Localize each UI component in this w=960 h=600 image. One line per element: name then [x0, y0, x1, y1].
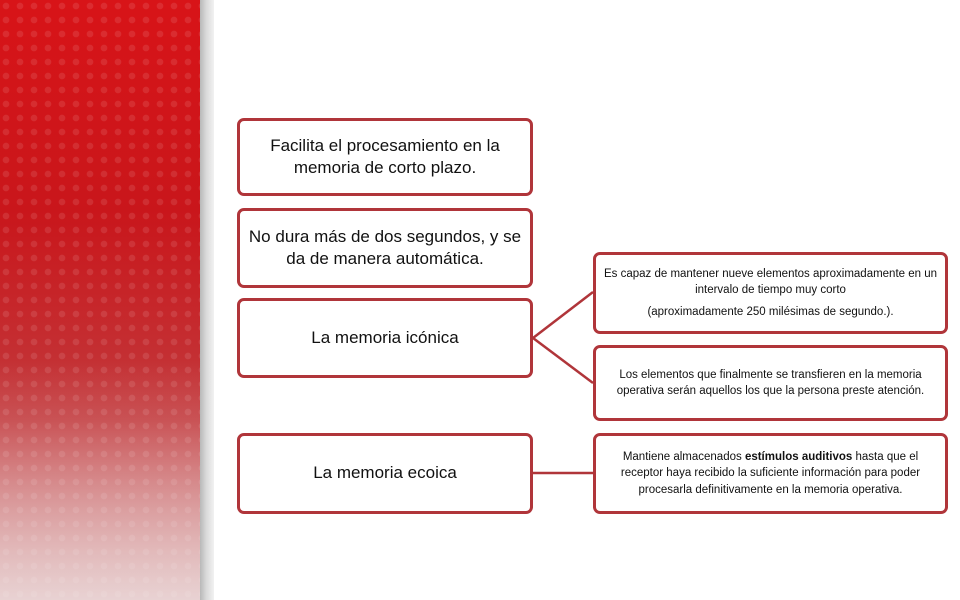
box-no-dura-text: No dura más de dos segundos, y se da de manera automática.: [248, 226, 522, 268]
box-capaz-line1: Es capaz de mantener nueve elementos aproximadamente en un intervalo de tiempo muy corto: [603, 267, 938, 296]
box-mantiene-bold: estímulos auditivos: [744, 451, 853, 464]
box-mantiene: [593, 433, 948, 514]
box-memoria-iconica: [237, 298, 533, 378]
box-mantiene-text: [602, 449, 939, 497]
box-no-dura: [237, 208, 533, 288]
box-capaz-line2: (aproximadamente 250 milésimas de segundo.).: [647, 306, 894, 319]
box-memoria-ecoica-text: La memoria ecoica: [313, 463, 457, 483]
connector-iconica-elementos: [533, 338, 593, 383]
box-memoria-iconica-text: La memoria icónica: [311, 327, 459, 347]
box-facilita: [237, 118, 533, 196]
connector-iconica-capaz: [533, 292, 593, 338]
box-elementos-text: Los elementos que finalmente se transfieren en la memoria operativa serán aquellos los que la persona preste atención.: [616, 368, 925, 397]
box-mantiene-post: hasta que el receptor haya recibido la suficiente información para poder procesarla definitivamente en la memoria operativa.: [620, 451, 921, 496]
box-facilita-text: Facilita el procesamiento en la memoria de corto plazo.: [270, 135, 500, 177]
box-memoria-ecoica: [237, 433, 533, 514]
box-mantiene-pre: Mantiene almacenados: [622, 451, 745, 464]
box-capaz: [593, 252, 948, 334]
box-elementos: [593, 345, 948, 421]
